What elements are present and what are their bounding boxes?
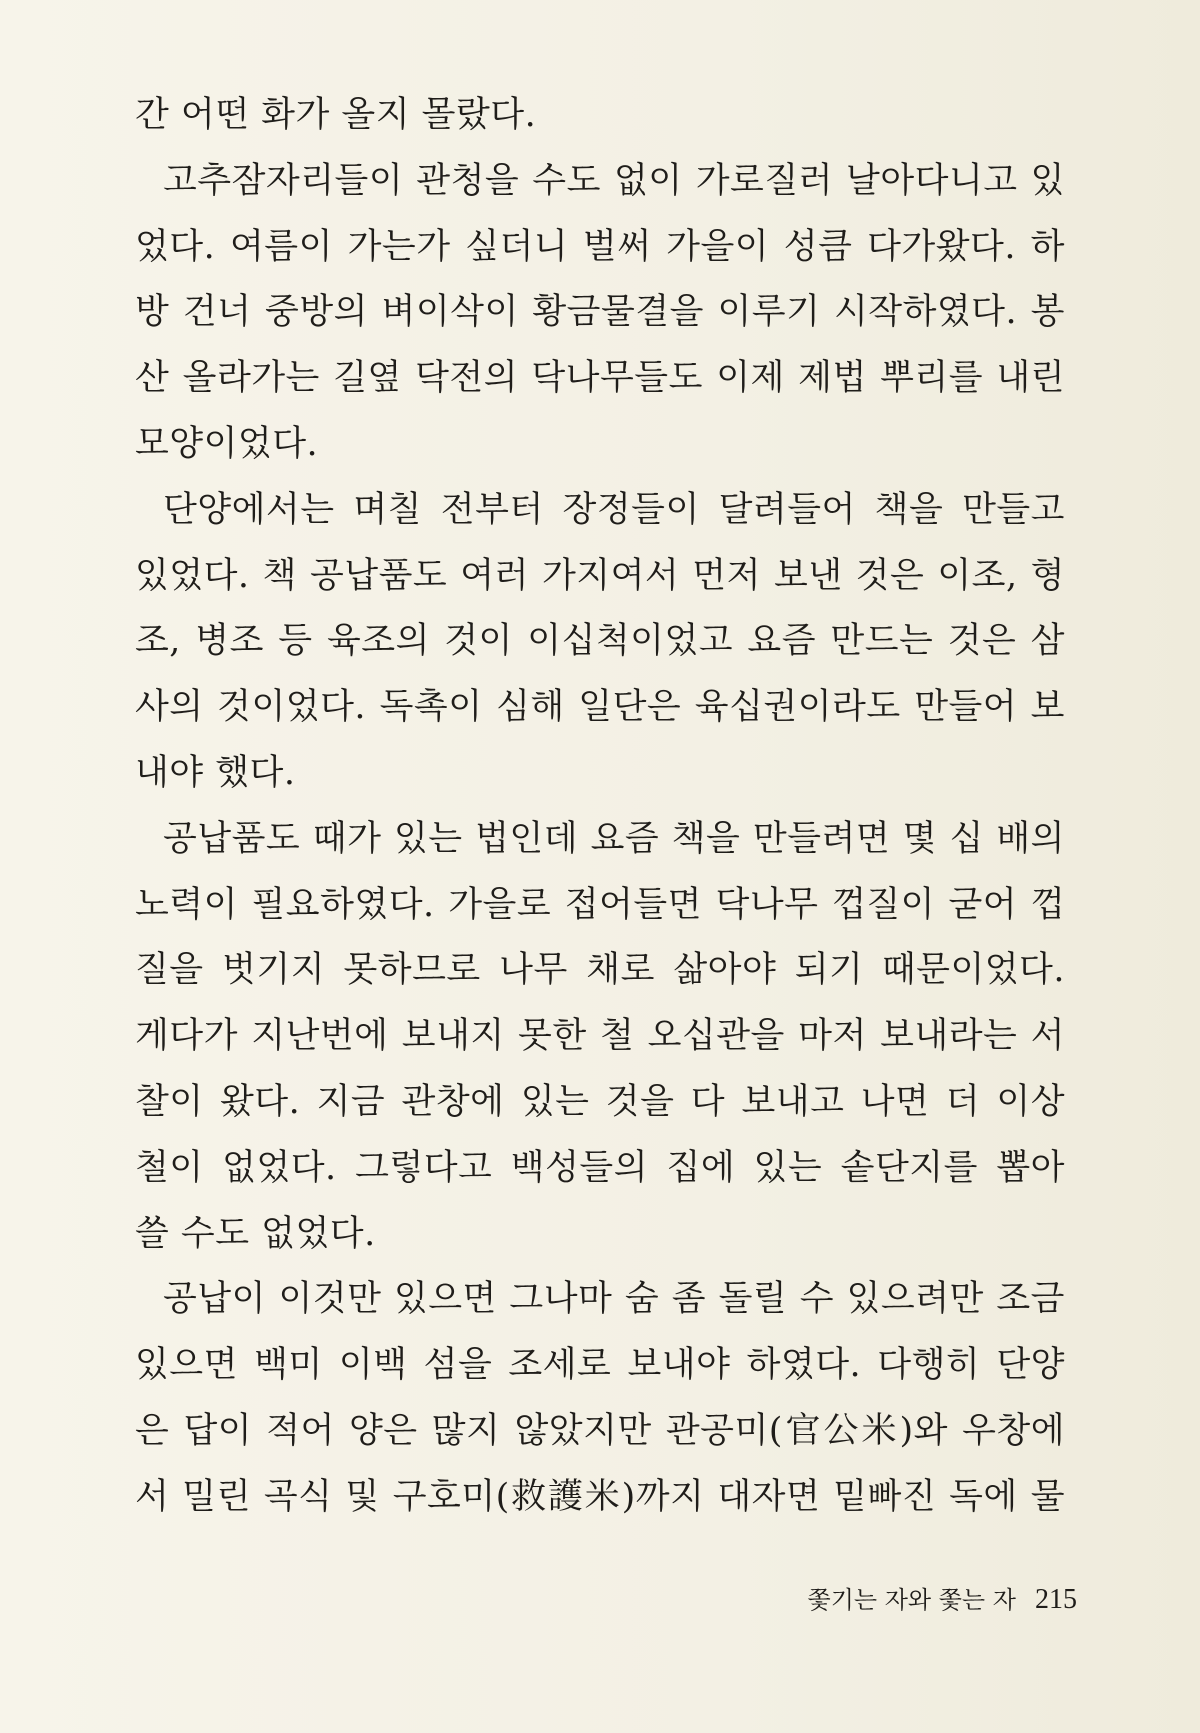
running-head: 쫓기는 자와 쫓는 자 [807, 1586, 1016, 1614]
text-line-19: 공납이 이것만 있으면 그나마 숨 좀 돌릴 수 있으려만 조금 [163, 1279, 1065, 1320]
text-line-21: 은 답이 적어 양은 많지 않았지만 관공미(官公米)와 우창에 [135, 1410, 1065, 1451]
page-footer [808, 1580, 1077, 1620]
page-number: 215 [1035, 1584, 1077, 1615]
text-line-6: 모양이었다. [135, 423, 319, 464]
text-line-18: 쓸 수도 없었다. [135, 1213, 376, 1254]
text-line-14: 질을 벗기지 못하므로 나무 채로 삶아야 되기 때문이었다. [135, 950, 1065, 991]
text-line-10: 사의 것이었다. 독촉이 심해 일단은 육십권이라도 만들어 보 [135, 687, 1065, 728]
text-line-17: 철이 없었다. 그렇다고 백성들의 집에 있는 솥단지를 뽑아 [135, 1147, 1065, 1188]
text-line-15: 게다가 지난번에 보내지 못한 철 오십관을 마저 보내라는 서 [135, 1016, 1065, 1057]
text-line-3: 었다. 여름이 가는가 싶더니 벌써 가을이 성큼 다가왔다. 하 [135, 226, 1065, 267]
text-line-16: 찰이 왔다. 지금 관창에 있는 것을 다 보내고 나면 더 이상 [135, 1081, 1065, 1122]
text-line-20: 있으면 백미 이백 섬을 조세로 보내야 하였다. 다행히 단양 [135, 1345, 1065, 1386]
text-line-5: 산 올라가는 길옆 닥전의 닥나무들도 이제 제법 뿌리를 내린 [135, 358, 1065, 399]
text-line-8: 있었다. 책 공납품도 여러 가지여서 먼저 보낸 것은 이조, 형 [135, 555, 1065, 596]
body-text [135, 82, 1065, 1530]
text-line-11: 내야 했다. [135, 752, 296, 793]
text-line-1: 간 어떤 화가 올지 몰랐다. [135, 95, 537, 135]
text-line-7: 단양에서는 며칠 전부터 장정들이 달려들어 책을 만들고 [163, 489, 1065, 530]
text-line-9: 조, 병조 등 육조의 것이 이십척이었고 요즘 만드는 것은 삼 [135, 621, 1065, 662]
text-line-4: 방 건너 중방의 벼이삭이 황금물결을 이루기 시작하였다. 봉 [135, 292, 1065, 333]
text-line-22: 서 밀린 곡식 및 구호미(救護米)까지 대자면 밑빠진 독에 물 [135, 1476, 1065, 1517]
text-line-12: 공납품도 때가 있는 법인데 요즘 책을 만들려면 몇 십 배의 [163, 818, 1065, 859]
text-line-2: 고추잠자리들이 관청을 수도 없이 가로질러 날아다니고 있 [163, 160, 1065, 201]
text-line-13: 노력이 필요하였다. 가을로 접어들면 닥나무 껍질이 굳어 껍 [135, 884, 1065, 925]
